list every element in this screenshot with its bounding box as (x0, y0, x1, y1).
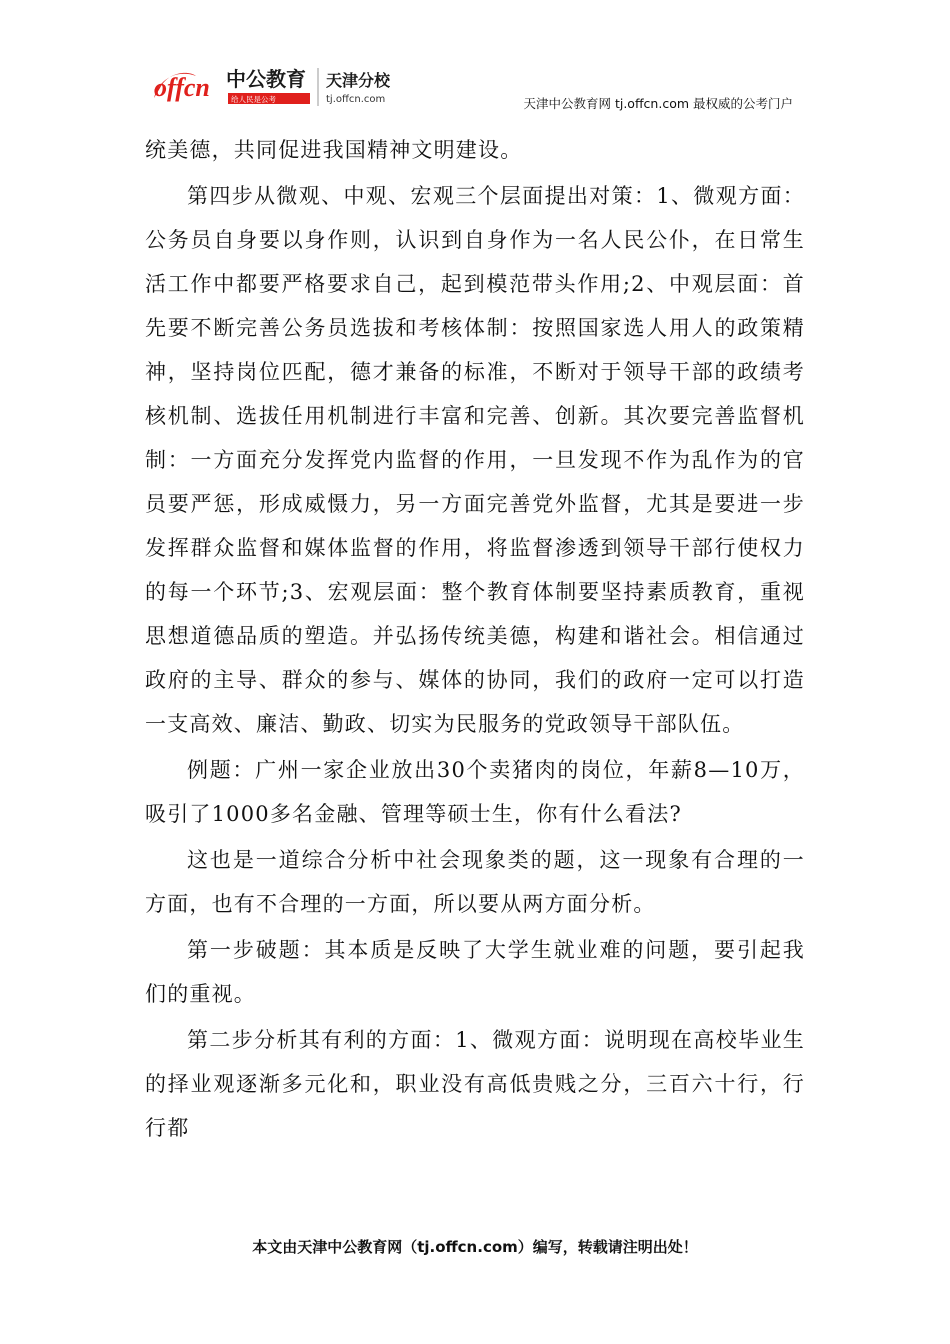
logo-mark-text: offcn (154, 73, 210, 102)
logo-url: tj.offcn.com (326, 94, 386, 105)
paragraph: 第二步分析其有利的方面：1、微观方面：说明现在高校毕业生的择业观逐渐多元化和，职业没有高低贵贱之分，三百六十行，行行都 (145, 1028, 805, 1140)
paragraph: 例题：广州一家企业放出30个卖猪肉的岗位，年薪8—10万，吸引了1000多名金融、管理等硕士生，你有什么看法? (145, 758, 805, 826)
paragraph: 统美德，共同促进我国精神文明建设。 (145, 138, 523, 162)
logo-slogan: 给人民是公考 (231, 95, 276, 104)
footer-notice: 本文由天津中公教育网（tj.offcn.com）编写，转载请注明出处！ (252, 1238, 698, 1256)
header-tagline: 天津中公教育网 tj.offcn.com 最权威的公考门户 (523, 96, 793, 111)
paragraph: 第一步破题：其本质是反映了大学生就业难的问题，要引起我们的重视。 (145, 938, 805, 1006)
page-header (0, 0, 950, 118)
paragraph: 第四步从微观、中观、宏观三个层面提出对策：1、微观方面：公务员自身要以身作则，认识到自身作为一名人民公仆，在日常生活工作中都要严格要求自己，起到模范带头作用;2、中观层面：首先要不断完善公务员选拔和考核体制：按照国家选人用人的政策精神，坚持岗位匹配，德才兼备的标准，不断对于领导干部的政绩考核机制、选拔任用机制进行丰富和完善、创新。其次要完善监督机制：一方面充分发挥党内监督的作用，一旦发现不作为乱作为的官员要严惩，形成威慑力，另一方面完善党外监督，尤其是要进一步发挥群众监督和媒体监督的作用，将监督渗透到领导干部行使权力的每一个环节;3、宏观层面：整个教育体制要坚持素质教育，重视思想道德品质的塑造。并弘扬传统美德，构建和谐社会。相信通过政府的主导、群众的参与、媒体的协同，我们的政府一定可以打造一支高效、廉洁、勤政、切实为民服务的党政领导干部队伍。 (145, 184, 805, 736)
article-body (145, 128, 805, 1150)
offcn-logo[interactable] (150, 62, 420, 110)
paragraph: 这也是一道综合分析中社会现象类的题，这一现象有合理的一方面，也有不合理的一方面，所以要从两方面分析。 (145, 848, 805, 916)
logo-brand: 中公教育 (226, 67, 306, 91)
logo-branch: 天津分校 (326, 71, 391, 90)
